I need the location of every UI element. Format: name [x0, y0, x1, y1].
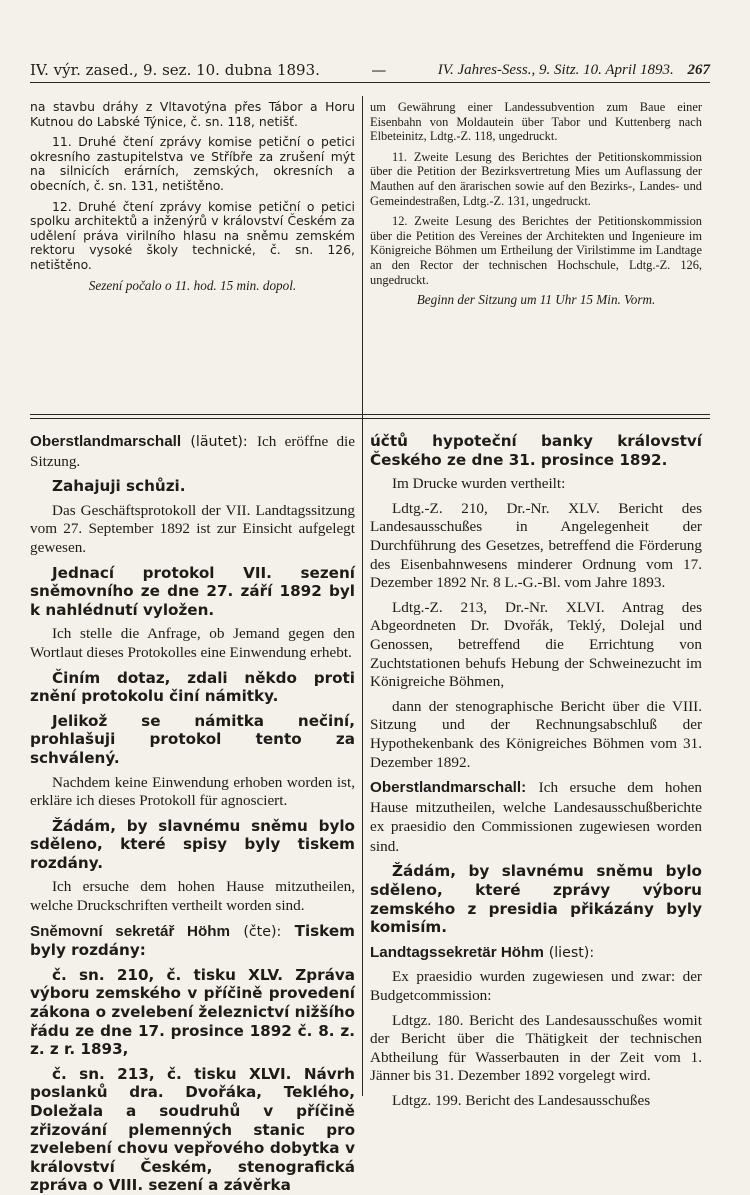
- czech-text: Žádám, by slavnému sněmu bylo sděleno, které spisy byly tiskem rozdány.: [30, 816, 355, 872]
- top-right-paragraph-1: um Gewährung einer Landessubvention zum Baue einer Eisenbahn von Moldautein über Tabor und Kuttenberg nach Elbeteinitz, Ldtg.-Z. 118, ungedruckt.: [370, 100, 702, 144]
- column-divider: [362, 96, 363, 1096]
- speaker-action: (liest):: [548, 944, 595, 961]
- header-right: IV. Jahres-Sess., 9. Sitz. 10. April 1893.: [437, 62, 674, 78]
- czech-text: Žádám, by slavnému sněmu bylo sděleno, které zprávy výboru zemského z presidia přikázány byly komisím.: [370, 862, 702, 937]
- continuation-text: účtů hypoteční banky království Českého ze dne 31. prosince 1892.: [370, 432, 702, 469]
- printed-item: č. sn. 210, č. tisku XLV. Zpráva výboru zemského v příčině provedení zákona o zvelebení železnictví nižšího řádu ze dne 17. prosince 1892 č. 8. z. z. z r. 1893,: [30, 965, 355, 1059]
- meeting-start-german: Beginn der Sitzung um 11 Uhr 15 Min. Vorm.: [416, 292, 656, 308]
- german-text: Ldtg.-Z. 210, Dr.-Nr. XLV. Bericht des Landesausschußes in Angelegenheit der Durchführung des Gesetzes, betreffend die Förderung des Eisenbahnwesens minderer Ordnung vom 17. Dezember 1892 Nr. 8 L.-G.-Bl. vom Jahre 1893.: [370, 499, 702, 592]
- section-rule-double: [30, 418, 710, 419]
- czech-text: Jelikož se námitka nečiní, prohlašuji protokol tento za schválený.: [30, 711, 355, 767]
- german-text: Ex praesidio wurden zugewiesen und zwar: der Budgetcommission:: [370, 968, 702, 1005]
- speaker-name: Landtagssekretär Höhm: [370, 943, 544, 961]
- german-text: Ich ersuche dem hohen Hause mitzutheilen, welche Landesausschußberichte ex praesidio den Commissionen zugewiesen worden sind.: [370, 779, 702, 855]
- top-left-paragraph-3: 12. Druhé čtení zprávy komise petiční o petici spolku architektů a inženýrů v království Českém za udělení práva virilního hlasu na sněmu zemském rektoru vysoké školy technické, č. sn. 126, netištěno.: [30, 198, 355, 272]
- speaker-action: (čte):: [243, 923, 282, 940]
- printed-item: č. sn. 213, č. tisku XLVI. Návrh poslanků dra. Dvořáka, Teklého, Doležala a soudruhů v příčině zřizování plemenných stanic pro zvelebení chovu vepřového dobytka v království Českém, stenografická zpráva o VIII. sezení a závěrka: [30, 1064, 355, 1195]
- speaker-name: Oberstlandmarschall:: [370, 779, 527, 797]
- section-rule: [30, 414, 710, 415]
- top-left-column: [30, 100, 355, 400]
- header-separator: —: [371, 61, 387, 79]
- czech-text: Zahajuji schůzi.: [52, 477, 186, 496]
- czech-text: Tiskem byly rozdány:: [30, 921, 356, 960]
- top-right-paragraph-3: 12. Zweite Lesung des Berichtes der Petitionskommission über die Petition des Vereines der Architekten und Ingenieure im Königreiche Böhmen um Ertheilung der Virilstimme im Landtage an den Rector der technischen Hochschule, Ldtg.-Z. 126, ungedruckt.: [370, 214, 702, 287]
- top-right-paragraph-2: 11. Zweite Lesung des Berichtes der Petitionskommission über die Petition der Bezirksvertretung Mies um Auflassung der Mauthen auf den ärarischen sowie auf den Bezirks-, Landes- und Gemeindestraßen, Ldtg.-Z. 131, ungedruckt.: [370, 149, 702, 208]
- speaker-action: (läutet):: [190, 434, 248, 450]
- german-text: Ich ersuche dem hohen Hause mitzutheilen, welche Druckschriften vertheilt worden sind.: [30, 878, 355, 915]
- german-text: Ldtg.-Z. 213, Dr.-Nr. XLVI. Antrag des Abgeordneten Dr. Dvořák, Teklý, Dolejal und Genossen, betreffend die Errichtung von Zuchtstationen behufs Hebung der Schweinezucht im Königreiche Böhmen,: [370, 598, 702, 691]
- german-text: Ldtgz. 199. Bericht des Landesausschußes: [392, 1092, 651, 1109]
- german-text: Ldtgz. 180. Bericht des Landesausschußes womit der Bericht über die Thätigkeit der technischen Abtheilung für Wasserbauten in der Zeit vom 1. Jänner bis 31. Dezember 1892 vorgelegt wird.: [370, 1011, 702, 1085]
- page-header: [30, 54, 710, 83]
- page-number: 267: [687, 62, 710, 78]
- german-text: Ich eröffne die Sitzung.: [30, 433, 356, 470]
- speaker-block-4: [370, 943, 702, 963]
- speaker-name: Oberstlandmarschall: [30, 433, 182, 450]
- german-text: Ich stelle die Anfrage, ob Jemand gegen den Wortlaut dieses Protokolles eine Einwendung erhebt.: [30, 625, 355, 661]
- german-text: dann der stenographische Bericht über die VIII. Sitzung und der Rechnungsabschluß der Hypothekenbank des Königreiches Böhmen vom 31. Dezember 1892.: [370, 697, 702, 771]
- speaker-block-2: [30, 922, 355, 960]
- czech-text: Jednací protokol VII. sezení sněmovního ze dne 27. září 1892 byl k nahlédnutí vyložen.: [30, 563, 355, 619]
- speaker-block-1: [30, 432, 355, 471]
- meeting-start-czech: Sezení počalo o 11. hod. 15 min. dopol.: [88, 277, 297, 293]
- german-text: Das Geschäftsprotokoll der VII. Landtagssitzung vom 27. September 1892 ist zur Einsicht aufgelegt gewesen.: [30, 501, 355, 556]
- bottom-left-column: [30, 432, 356, 1195]
- speaker-block-3: [370, 778, 702, 856]
- header-right-group: [438, 60, 710, 80]
- top-left-paragraph-1: na stavbu dráhy z Vltavotýna přes Tábor a Horu Kutnou do Labské Týnice, č. sn. 118, netišť.: [30, 99, 355, 129]
- german-text: Im Drucke wurden vertheilt:: [392, 475, 566, 493]
- header-left: IV. výr. zased., 9. sez. 10. dubna 1893.: [30, 61, 320, 79]
- german-text: Nachdem keine Einwendung erhoben worden ist, erkläre ich dieses Protokoll für agnosciert.: [30, 773, 355, 810]
- top-right-column: [370, 100, 702, 400]
- czech-text: Činím dotaz, zdali někdo proti znění protokolu činí námitky.: [30, 668, 355, 706]
- top-left-paragraph-2: 11. Druhé čtení zprávy komise petiční o petici okresního zastupitelstva ve Stříbře za zrušení mýt na silnicích erárních, zemských, okresních a obecních, č. sn. 131, netištěno.: [30, 134, 355, 193]
- speaker-name: Sněmovní sekretář Höhm: [30, 922, 231, 940]
- bottom-right-column: [370, 432, 702, 1132]
